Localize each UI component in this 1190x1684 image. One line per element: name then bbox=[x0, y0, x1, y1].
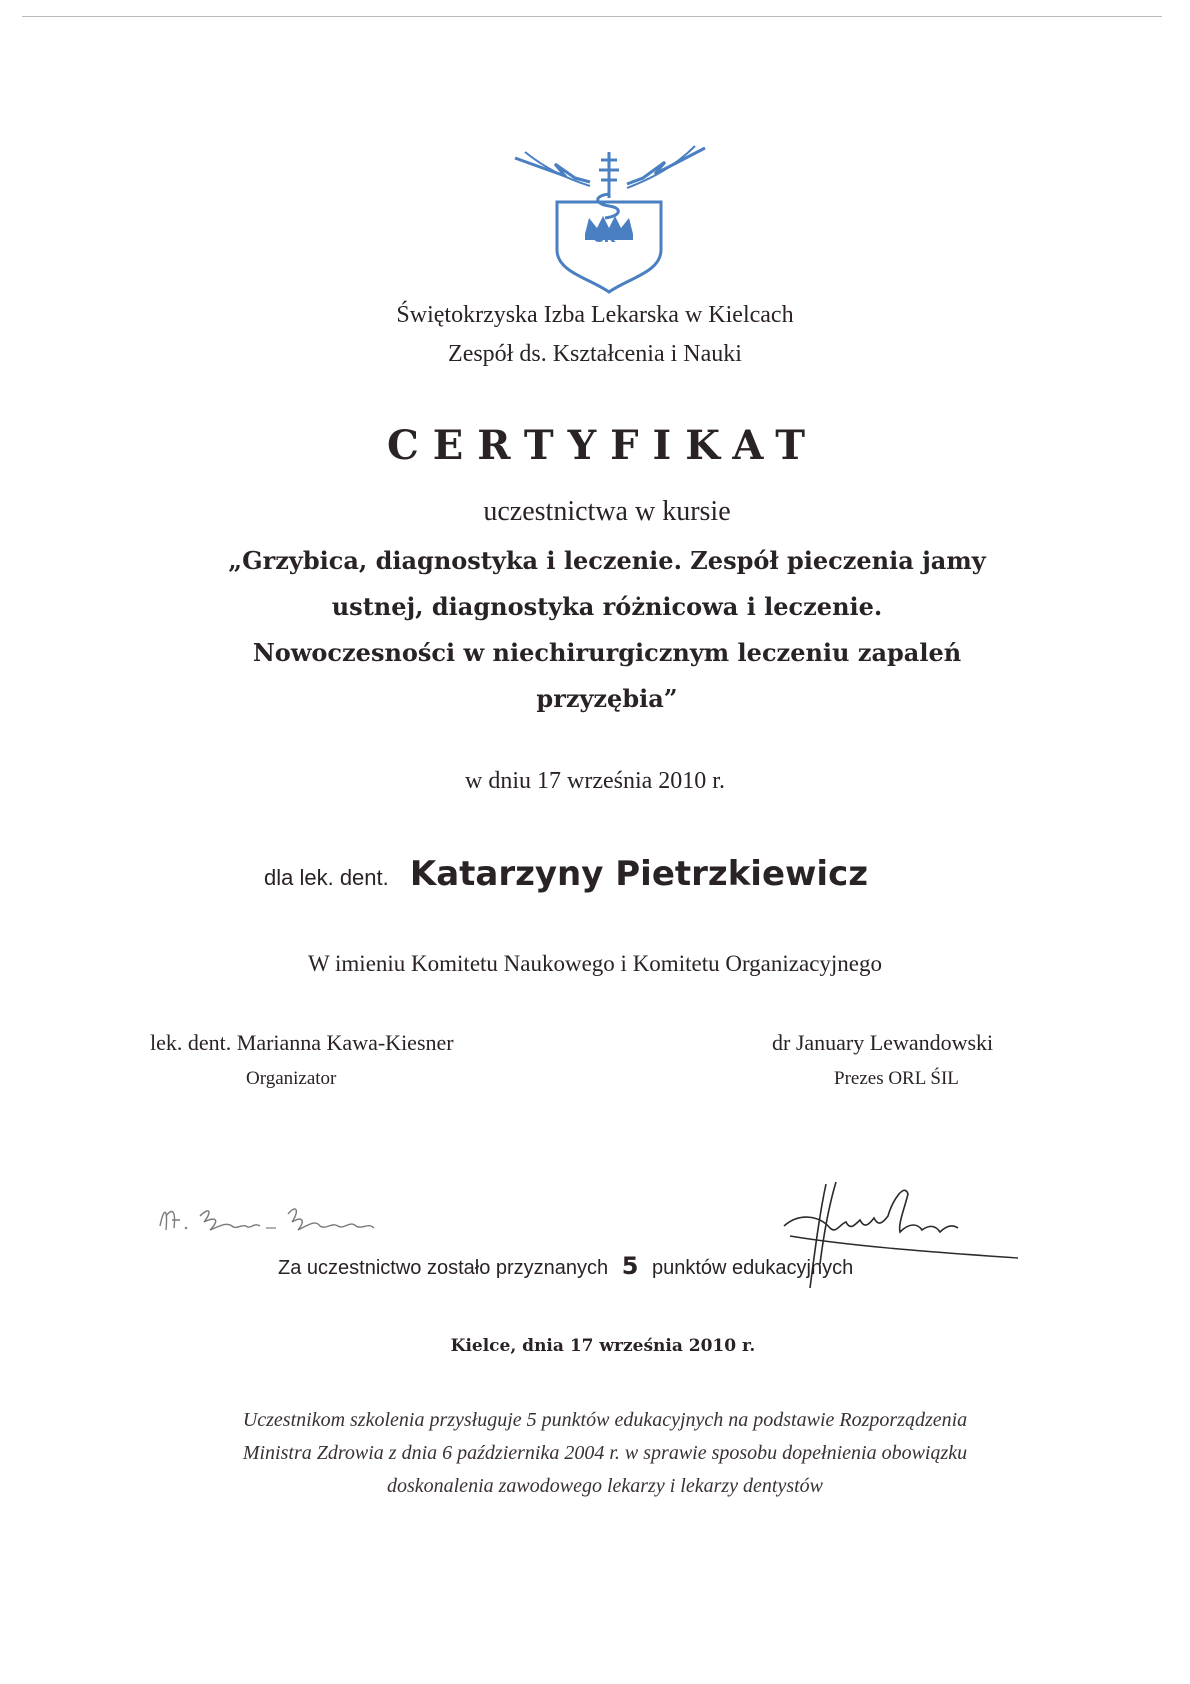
certificate-subtitle: uczestnictwa w kursie bbox=[483, 496, 731, 527]
footnote-line: Ministra Zdrowia z dnia 6 października 2004 r. w sprawie sposobu dopełnienia obowiązku bbox=[242, 1442, 968, 1464]
points-text-after: punktów edukacyjnych bbox=[651, 1257, 854, 1279]
recipient-line bbox=[264, 854, 868, 894]
course-date: w dniu 17 września 2010 r. bbox=[465, 768, 725, 794]
left-signature-icon bbox=[150, 1186, 430, 1246]
footnote-line: Uczestnikom szkolenia przysługuje 5 punktów edukacyjnych na podstawie Rozporządzenia bbox=[242, 1409, 968, 1431]
footnote-line: doskonalenia zawodowego lekarzy i lekarzy dentystów bbox=[386, 1475, 824, 1497]
top-divider bbox=[22, 16, 1162, 17]
course-title-line: ustnej, diagnostyka różnicowa i leczenie. bbox=[331, 592, 883, 621]
course-title-line: „Grzybica, diagnostyka i leczenie. Zespół pieczenia jamy bbox=[228, 546, 986, 575]
recipient-prefix: dla lek. dent. bbox=[264, 865, 389, 890]
organization-department: Zespół ds. Kształcenia i Nauki bbox=[448, 341, 742, 367]
course-title-line: Nowoczesności w niechirurgicznym leczeniu zapaleń bbox=[252, 638, 962, 667]
left-signatory-name: lek. dent. Marianna Kawa-Kiesner bbox=[150, 1030, 454, 1055]
recipient-name: Katarzyny Pietrzkiewicz bbox=[409, 854, 869, 894]
footnote bbox=[10, 1404, 1190, 1503]
points-line bbox=[278, 1252, 853, 1280]
course-title-line: przyzębia” bbox=[536, 684, 678, 713]
right-signatory-name: dr January Lewandowski bbox=[772, 1030, 994, 1055]
logo-text: CK bbox=[592, 228, 616, 246]
committee-line: W imieniu Komitetu Naukowego i Komitetu Organizacyjnego bbox=[307, 951, 883, 976]
points-number: 5 bbox=[621, 1252, 639, 1280]
chamber-logo-icon bbox=[505, 138, 715, 298]
place-and-date: Kielce, dnia 17 września 2010 r. bbox=[450, 1336, 756, 1356]
left-signatory-role: Organizator bbox=[246, 1068, 337, 1089]
organization-name: Świętokrzyska Izba Lekarska w Kielcach bbox=[396, 302, 794, 328]
right-signatory-role: Prezes ORL ŚIL bbox=[834, 1068, 959, 1089]
points-text-before: Za uczestnictwo zostało przyznanych bbox=[278, 1257, 609, 1279]
certificate-title: CERTYFIKAT bbox=[386, 422, 820, 469]
